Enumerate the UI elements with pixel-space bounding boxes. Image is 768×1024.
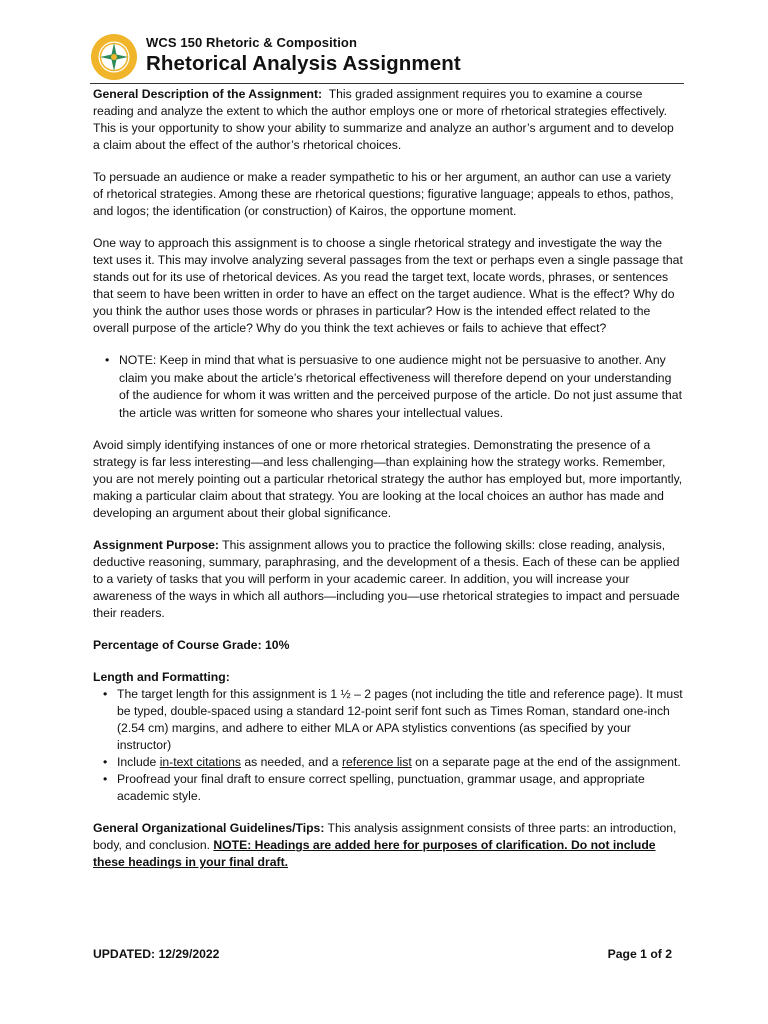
citations-item [93, 754, 683, 771]
page-title: Rhetorical Analysis Assignment [146, 52, 461, 75]
header-divider [90, 83, 684, 84]
purpose-label: Assignment Purpose: [93, 538, 219, 553]
organization-label: General Organizational Guidelines/Tips: [93, 821, 325, 836]
avoid-paragraph: Avoid simply identifying instances of one or more rhetorical strategies. Demonstrating the presence of a strategy is far less interesting—and less challenging—than explaining how the strategy works. Remember, you are not merely pointing out a particular rhetorical strategy the author has employed but, more importantly, making a particular claim about that strategy. You are looking at the local choices an author has made and developing an argument about their global significance. [93, 438, 683, 521]
page-number: Page 1 of 2 [607, 947, 672, 961]
organization-text: This analysis assignment consists of three parts: an introduction, body, and conclusion. [93, 821, 677, 853]
organization-paragraph [93, 820, 683, 871]
citations-item-text: Include [117, 755, 160, 770]
document-body [93, 86, 683, 886]
note-list [93, 352, 683, 422]
note-item: • NOTE: Keep in mind that what is persuasive to one audience might not be persuasive to another. Any claim you make about the article’s rhetorical effectiveness will therefore depend on your understanding of the audience for whom it was written and the perceived purpose of the article. Do not just assume that the article was written for someone who shares your intellectual values. [93, 352, 683, 422]
reference-list-link[interactable]: reference list [341, 755, 412, 770]
approach-paragraph: One way to approach this assignment is to choose a single rhetorical strategy and investigate the way the text uses it. This may involve analyzing several passages from the text or perhaps even a single passage that stands out for its use of rhetorical devices. As you read the target text, locate words, phrases, or sentences that seem to have been written in order to have an effect on the target audience. What is the effect? Why do you think the author uses those words or phrases in particular? How is the intended effect related to the overall purpose of the article? Why do you think the text achieves or fails to achieve that effect? [93, 236, 683, 335]
strategies-paragraph: To persuade an audience or make a reader sympathetic to his or her argument, an author can use a variety of rhetorical strategies. Among these are rhetorical questions; figurative language; appeals to ethos, pathos, and logos; the identification (or construction) of Kairos, the opportune moment. [93, 170, 674, 218]
length-item: • The target length for this assignment is 1 ½ – 2 pages (not including the title and reference page). It must be typed, double-spaced using a standard 12-point serif font such as Times Roman, standard one-inch (2.54 cm) margins, and adhere to either MLA or APA stylistics conventions (as specified by your instructor) [93, 686, 683, 754]
header [90, 33, 685, 85]
general-description-text: This graded assignment requires you to examine a course reading and analyze the extent to which the author employs one or more of rhetorical strategies effectively. This is your opportunity to show your ability to summarize and analyze an author’s argument and to develop a claim about the effect of the author’s rhetorical choices. [93, 87, 674, 152]
length-formatting-label: Length and Formatting: [93, 670, 230, 685]
formatting-list [93, 686, 683, 805]
citations-item-text-end: on a separate page at the end of the assignment. [411, 755, 681, 770]
percentage-grade: Percentage of Course Grade: 10% [93, 638, 290, 653]
headings-note: NOTE: Headings are added here for purposes of clarification. Do not include these headings in your final draft. [93, 838, 656, 870]
general-description-paragraph [93, 86, 683, 154]
general-description-label: General Description of the Assignment: [93, 87, 323, 101]
course-name: WCS 150 Rhetoric & Composition [146, 35, 358, 50]
purpose-text: This assignment allows you to practice the following skills: close reading, analysis, deductive reasoning, summary, paraphrasing, and the development of a thesis. Each of these can be applied to a variety of tasks that you will perform in your academic career. In addition, you will increase your awareness of the ways in which all authors—including you—use rhetorical strategies to impact and persuade their readers. [93, 538, 680, 621]
purpose-paragraph [93, 537, 683, 622]
updated-date: UPDATED: 12/29/2022 [93, 947, 220, 961]
in-text-citations-link[interactable]: in-text citations [159, 755, 241, 770]
proofread-item: • Proofread your final draft to ensure correct spelling, punctuation, grammar usage, and appropriate academic style. [93, 771, 683, 805]
citations-item-text-mid: as needed, and a [240, 755, 342, 770]
college-logo-icon [90, 33, 138, 81]
